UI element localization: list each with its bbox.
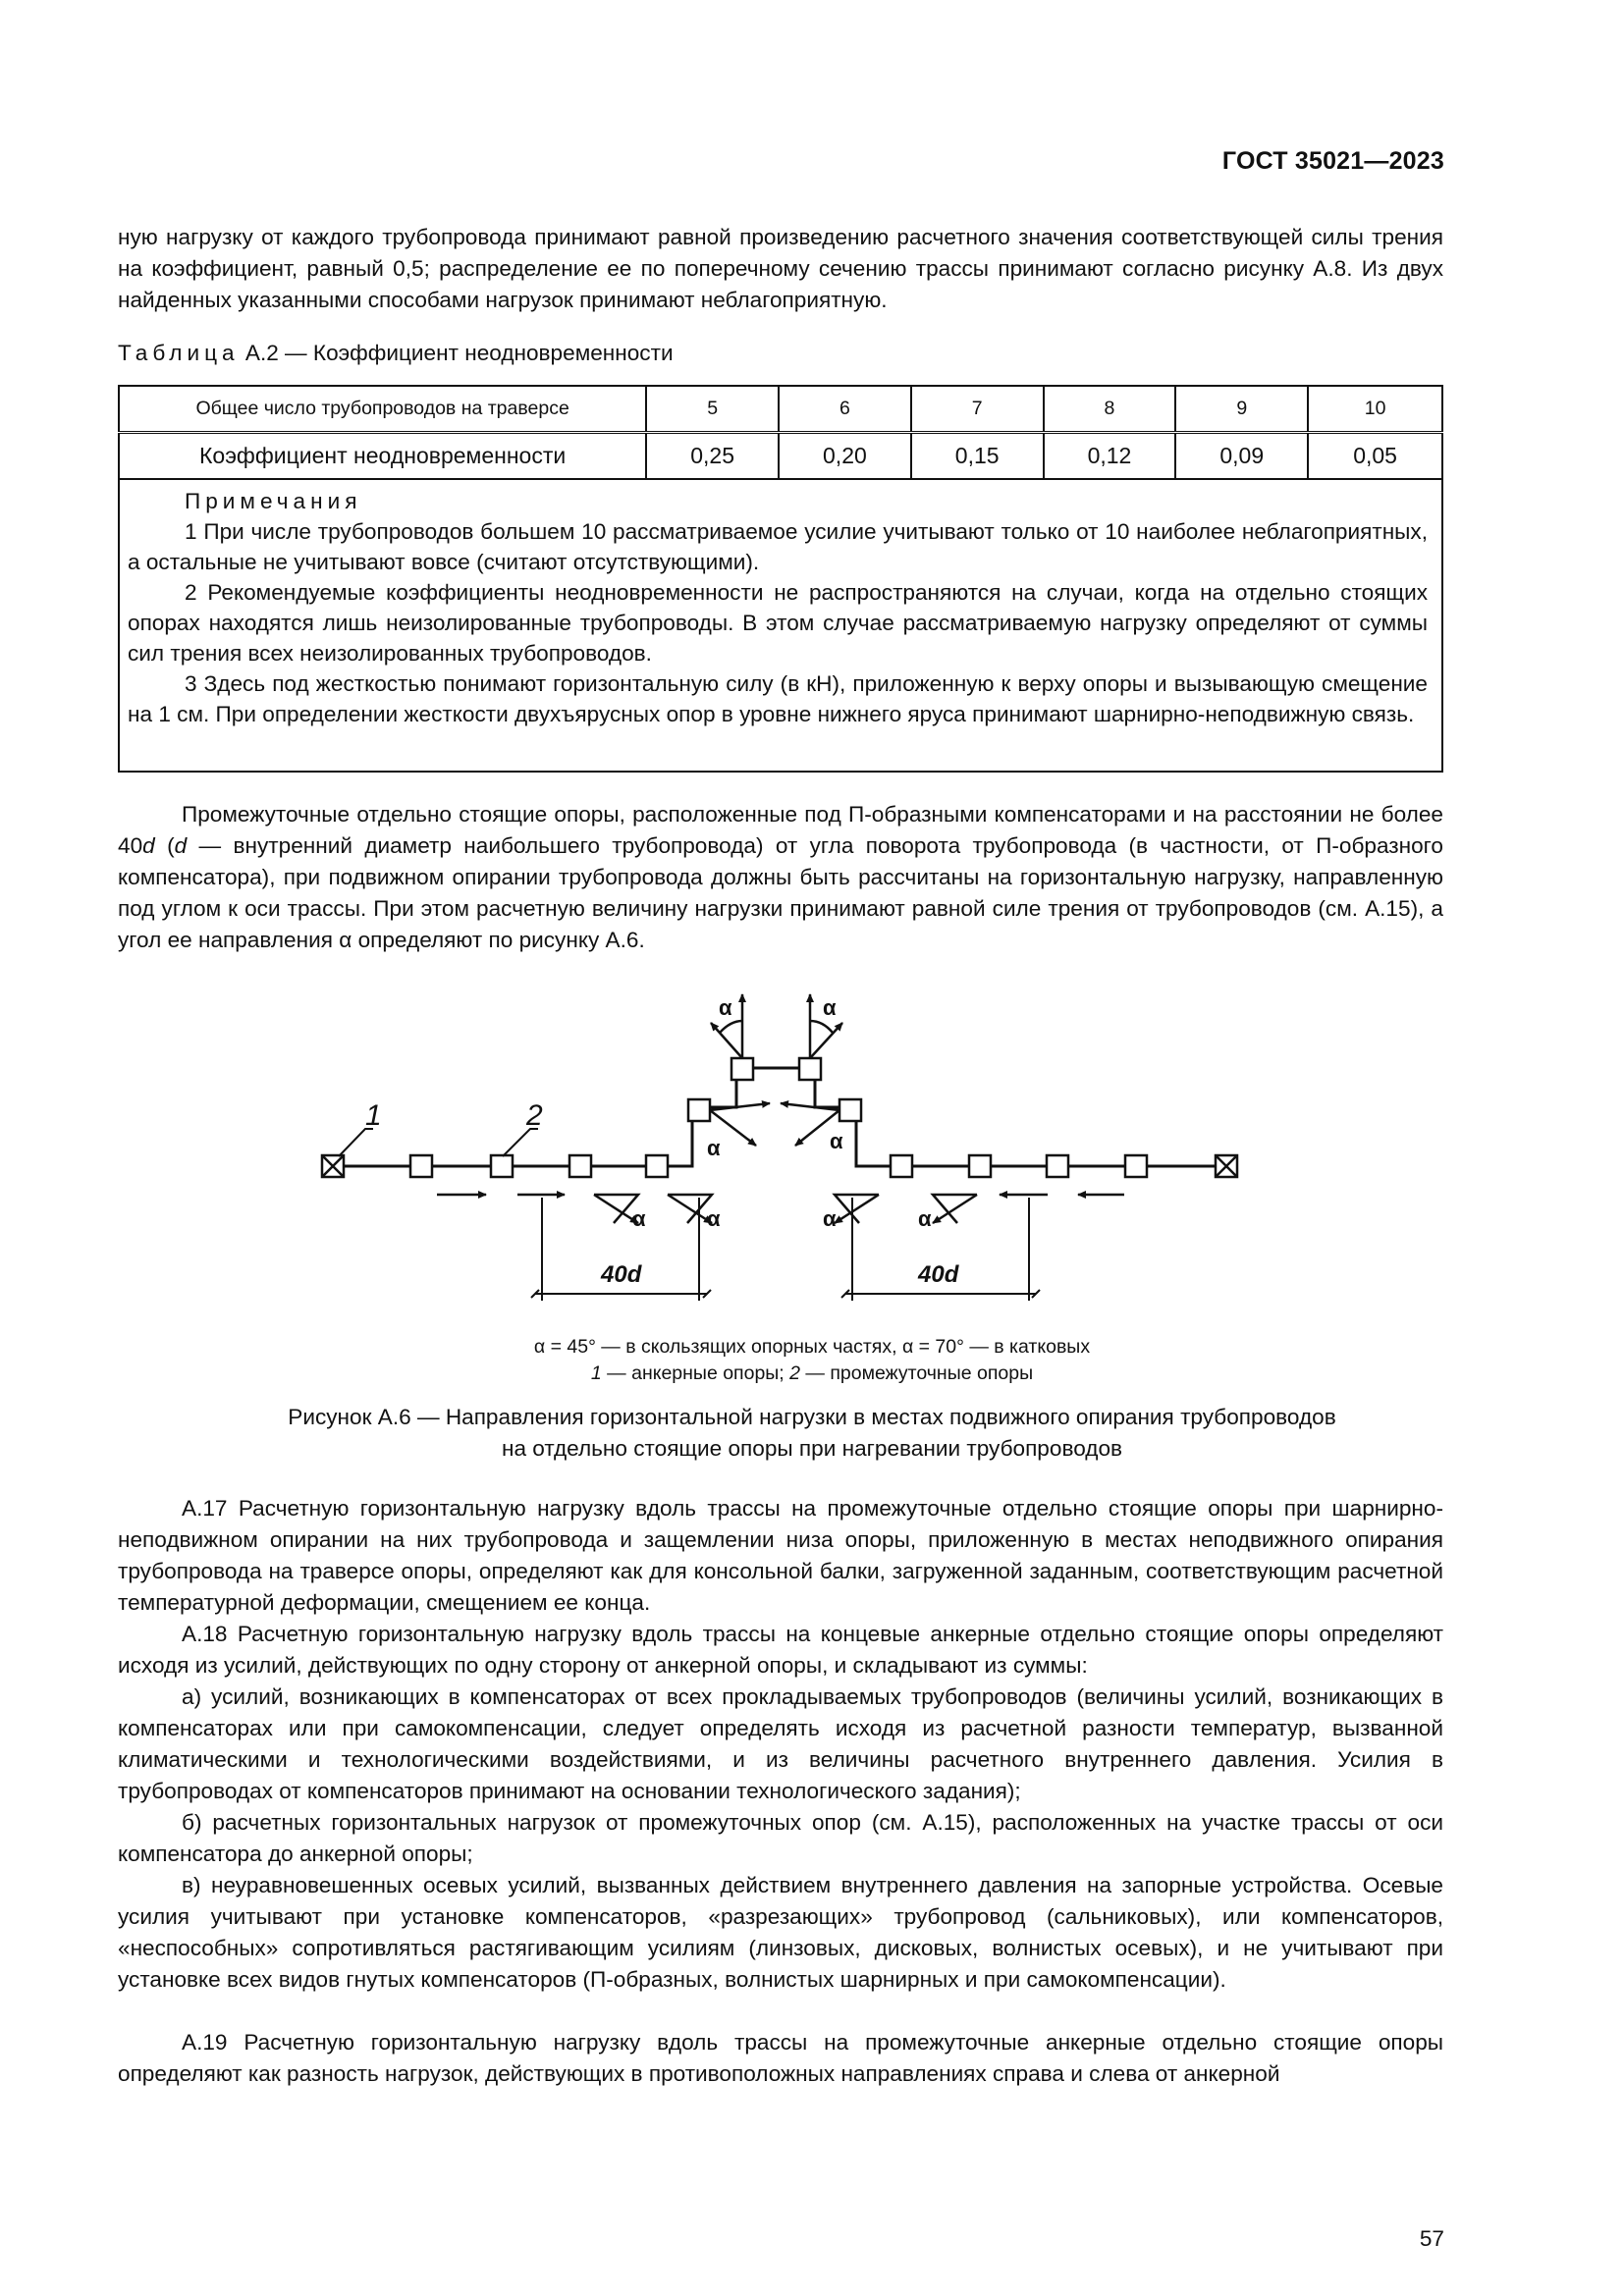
page-number: 57 bbox=[1419, 2226, 1444, 2251]
text-run: d bbox=[142, 833, 155, 858]
figure-legend-line2 bbox=[0, 1361, 1624, 1387]
intro-paragraph: ную нагрузку от каждого трубопровода принимают равной произведению расчетного значения соответствующей силы трения на коэффициент, равный 0,5; распределение ее по поперечному сечению трассы принимают согласно рисунку А.8. Из двух найденных указанными способами нагрузок принимают неблагоприятную. bbox=[118, 225, 1443, 312]
text-run: Промежуточные отдельно стоящие опоры, расположенные под П-образными компенсаторами и на расстоянии не более 40 bbox=[118, 802, 1443, 858]
table-cell: 5 bbox=[646, 386, 779, 433]
text-run: 2 bbox=[789, 1362, 801, 1384]
text-run: d bbox=[174, 833, 188, 858]
note-item: 1 При числе трубопроводов большем 10 рассматриваемое усилие учитывают только от 10 наиболее неблагоприятных, а остальные не учитывают вовсе (считают отсутствующими). bbox=[128, 519, 1428, 574]
intermediate-support bbox=[799, 1058, 821, 1080]
note-item: 2 Рекомендуемые коэффициенты неодновременности не распространяются на случаи, когда на отдельно стоящих опорах находятся лишь неизолированные трубопроводы. В этом случае рассматриваемую нагрузку определяют от суммы сил трения всех неизолированных трубопроводов. bbox=[128, 580, 1428, 666]
label-leader bbox=[503, 1129, 538, 1156]
table-cell: 8 bbox=[1044, 386, 1176, 433]
angle-arc bbox=[810, 1021, 833, 1033]
table-row bbox=[119, 386, 1442, 433]
alpha-label: α bbox=[719, 995, 732, 1020]
figure-caption-line2: на отдельно стоящие опоры при нагревании трубопроводов bbox=[501, 1436, 1123, 1461]
dimension-label: 40d bbox=[601, 1261, 642, 1288]
table-cell: 7 bbox=[911, 386, 1044, 433]
alpha-label: α bbox=[707, 1136, 721, 1160]
body-paragraph: б) расчетных горизонтальных нагрузок от промежуточных опор (см. А.15), расположенных на участке трассы от оси компенсатора до анкерной опоры; bbox=[118, 1810, 1443, 1866]
intermediate-support bbox=[410, 1155, 432, 1177]
pipeline-support-diagram bbox=[295, 977, 1276, 1330]
document-id: ГОСТ 35021—2023 bbox=[1221, 147, 1444, 175]
intermediate-support bbox=[891, 1155, 912, 1177]
table-cell: 10 bbox=[1308, 386, 1442, 433]
alpha-label: α bbox=[830, 1129, 843, 1153]
table-cell: 0,05 bbox=[1308, 433, 1442, 480]
intermediate-support bbox=[1125, 1155, 1147, 1177]
table-caption bbox=[118, 341, 674, 366]
label-anchor-number: 1 bbox=[365, 1099, 382, 1132]
label-leader bbox=[339, 1129, 373, 1156]
text-run: — анкерные опоры; bbox=[601, 1362, 790, 1384]
angle-arc bbox=[720, 1021, 742, 1033]
anchor-support bbox=[322, 1155, 344, 1177]
intermediate-support bbox=[969, 1155, 991, 1177]
pipeline-line bbox=[332, 1068, 1227, 1166]
body-paragraph: А.18 Расчетную горизонтальную нагрузку вдоль трассы на концевые анкерные отдельно стоящие опоры определяют исходя из усилий, действующих по одну сторону от анкерной опоры, и складывают из суммы: bbox=[118, 1622, 1443, 1678]
table-row bbox=[119, 433, 1442, 480]
table-cell: 0,15 bbox=[911, 433, 1044, 480]
load-arrow bbox=[711, 1023, 742, 1058]
table-caption-title: А.2 — Коэффициент неодновременности bbox=[239, 341, 674, 365]
intermediate-support bbox=[839, 1099, 861, 1121]
table-cell: 0,12 bbox=[1044, 433, 1176, 480]
supports-paragraph bbox=[118, 799, 1443, 956]
table-cell: 0,25 bbox=[646, 433, 779, 480]
body-paragraph: а) усилий, возникающих в компенсаторах от всех прокладываемых трубопроводов (величины усилий, возникающих в компенсаторах или при самокомпенсации, следует определять исходя из расчетной разности температур, вызванной климатическими и технологическими воздействиями, и из величины расчетного внутреннего давления. Усилия в трубопроводах от компенсаторов принимают на основании технологического задания); bbox=[118, 1684, 1443, 1803]
table-cell: 9 bbox=[1175, 386, 1308, 433]
intermediate-support bbox=[731, 1058, 753, 1080]
body-paragraph: А.17 Расчетную горизонтальную нагрузку вдоль трассы на промежуточные отдельно стоящие опоры при шарнирно-неподвижном опирании на них трубопровода и защемлении низа опоры, приложенную в местах неподвижного опирания трубопровода на траверсе опоры, определяют как для консольной балки, загруженной заданным, соответствующим расчетной температурной деформации, смещением ее конца. bbox=[118, 1496, 1443, 1615]
alpha-label: α bbox=[707, 1206, 721, 1231]
load-arrow bbox=[810, 1023, 842, 1058]
label-intermediate-number: 2 bbox=[526, 1099, 543, 1132]
alpha-label: α bbox=[632, 1206, 646, 1231]
text-run: ( bbox=[154, 833, 175, 858]
notes-heading: Примечания bbox=[185, 489, 362, 513]
note-item: 3 Здесь под жесткостью понимают горизонтальную силу (в кН), приложенную к верху опоры и вызывающую смещение на 1 см. При определении жесткости двухъярусных опор в уровне нижнего яруса принимают шарнирно-неподвижную связь. bbox=[128, 671, 1428, 726]
anchor-support bbox=[1216, 1155, 1237, 1177]
alpha-label: α bbox=[823, 1206, 837, 1231]
table-cell: 0,09 bbox=[1175, 433, 1308, 480]
table-cell: 0,20 bbox=[779, 433, 911, 480]
intermediate-support bbox=[491, 1155, 513, 1177]
coefficient-table bbox=[118, 385, 1443, 773]
text-run: — внутренний диаметр наибольшего трубопровода) от угла поворота трубопровода (в частности, от П-образного компенсатора), при подвижном опирании трубопровода должны быть рассчитаны на горизонтальную нагрузку, направленную под углом к оси трассы. При этом расчетную величину нагрузки принимают равной силе трения от трубопроводов (см. А.15), а угол ее направления α определяют по рисунку А.6. bbox=[118, 833, 1443, 952]
table-notes-row bbox=[119, 479, 1442, 772]
dimension-label: 40d bbox=[918, 1261, 959, 1288]
alpha-label: α bbox=[918, 1206, 932, 1231]
alpha-label: α bbox=[823, 995, 837, 1020]
table-notes bbox=[119, 479, 1442, 772]
text-run: — промежуточные опоры bbox=[800, 1362, 1034, 1384]
body-paragraph: А.19 Расчетную горизонтальную нагрузку вдоль трассы на промежуточные анкерные отдельно стоящие опоры определяют как разность нагрузок, действующих в противоположных направлениях справа и слева от анкерной bbox=[118, 2030, 1443, 2086]
intermediate-support bbox=[646, 1155, 668, 1177]
figure-legend-line1: α = 45° — в скользящих опорных частях, α = 70° — в катковых bbox=[533, 1336, 1091, 1358]
table-cell: 6 bbox=[779, 386, 911, 433]
table-cell: Общее число трубопроводов на траверсе bbox=[119, 386, 646, 433]
text-run: 1 bbox=[590, 1362, 602, 1384]
intermediate-support bbox=[569, 1155, 591, 1177]
table-cell: Коэффициент неодновременности bbox=[119, 433, 646, 480]
table-caption-label: Таблица bbox=[118, 341, 240, 365]
intermediate-support bbox=[688, 1099, 710, 1121]
body-paragraph: в) неуравновешенных осевых усилий, вызванных действием внутреннего давления на запорные устройства. Осевые усилия учитывают при установке компенсаторов, «разрезающих» трубопровод (сальниковых), или компенсаторов, «неспособных» сопротивляться растягивающим усилиям (линзовых, дисковых, волнистых осевых), и не учитывают при установке всех видов гнутых компенсаторов (П-образных, волнистых шарнирных и при самокомпенсации). bbox=[118, 1873, 1443, 1992]
figure-caption-line1: Рисунок А.6 — Направления горизонтальной нагрузки в местах подвижного опирания трубопроводов bbox=[288, 1405, 1336, 1429]
intermediate-support bbox=[1047, 1155, 1068, 1177]
